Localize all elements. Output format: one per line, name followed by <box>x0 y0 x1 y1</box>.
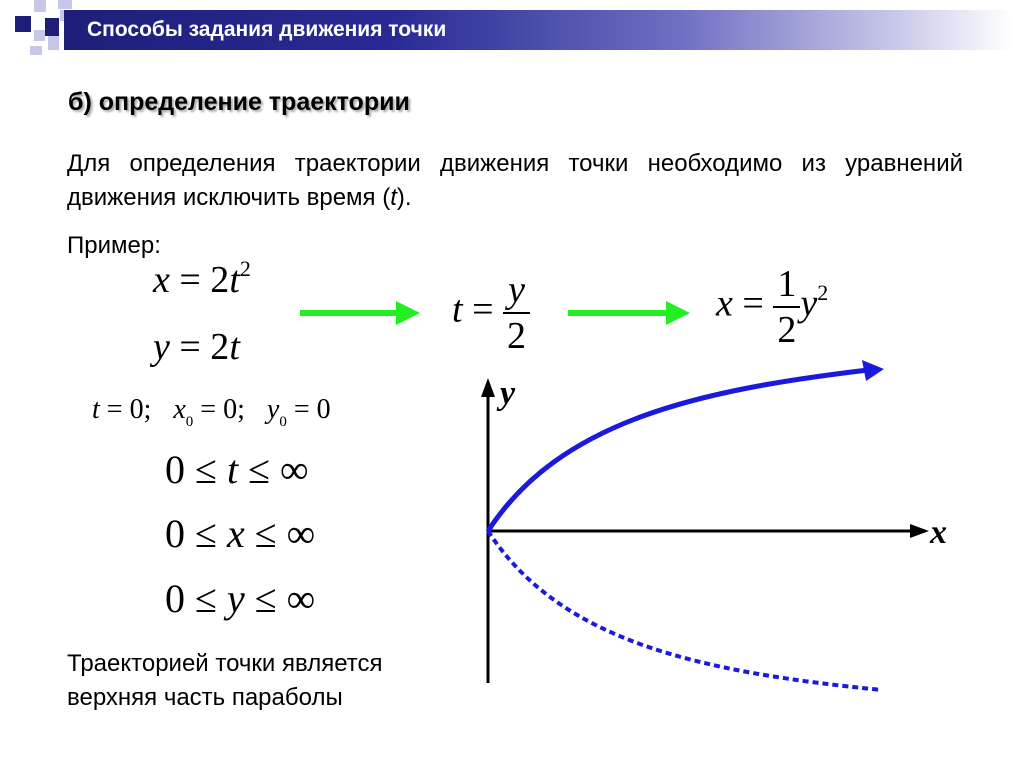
equation-y-rel: = 2 <box>169 326 230 368</box>
trajectory-upper-branch <box>488 370 868 531</box>
fraction-numerator: y <box>508 269 525 311</box>
equation-x-var: t <box>229 259 240 301</box>
initial-y-subscript: 0 <box>279 414 287 430</box>
equation-trajectory-var: y <box>800 282 818 325</box>
equation-y-lhs: y <box>153 326 170 368</box>
inequality-y-left: 0 ≤ <box>165 576 227 621</box>
example-label: Пример: <box>67 232 161 259</box>
equation-y-var: t <box>229 326 240 368</box>
inequality-t-var: t <box>226 447 239 492</box>
inequality-x-right: ≤ ∞ <box>244 511 316 556</box>
equation-trajectory-rel: = <box>732 282 774 325</box>
paragraph-variable: t <box>390 184 397 211</box>
inequality-x-var: x <box>226 511 245 556</box>
fraction-numerator: 1 <box>777 263 797 305</box>
trajectory-lower-branch <box>488 531 882 690</box>
conclusion-line: Траекторией точки является <box>67 650 383 677</box>
y-axis-label: y <box>500 375 516 412</box>
inequality-t-right: ≤ ∞ <box>238 447 309 492</box>
green-arrow-2 <box>568 301 690 325</box>
fraction-denominator: 2 <box>773 306 800 352</box>
initial-x: x <box>173 394 186 425</box>
equation-trajectory-lhs: x <box>716 282 733 325</box>
section-subtitle: б) определение траектории <box>68 88 410 116</box>
equation-x-rel: = 2 <box>169 259 230 301</box>
equation-trajectory-power: 2 <box>817 279 829 305</box>
initial-y-value: = 0 <box>286 394 331 425</box>
paragraph-text: Для определения траектории движения точки необходимо из уравнений движения исключить время ( <box>67 150 963 211</box>
equation-t-rel: = <box>462 288 503 331</box>
initial-t-value: = 0; <box>99 394 152 425</box>
conclusion-line: верхняя часть параболы <box>67 684 343 711</box>
inequality-y-var: y <box>226 576 245 621</box>
equation-t-lhs: t <box>452 288 463 331</box>
page-title: Способы задания движения точки <box>87 18 447 41</box>
x-axis <box>488 524 929 538</box>
initial-t: t <box>92 394 100 425</box>
trajectory-arrowhead <box>862 360 884 381</box>
inequality-y-right: ≤ ∞ <box>244 576 316 621</box>
initial-x-value: = 0; <box>193 394 245 425</box>
green-arrow-1 <box>300 301 420 325</box>
fraction-denominator: 2 <box>503 312 530 358</box>
equation-x-lhs: x <box>153 259 170 301</box>
inequality-x-left: 0 ≤ <box>165 511 227 556</box>
initial-y: y <box>266 394 280 425</box>
equation-x-power: 2 <box>239 256 251 281</box>
inequality-t-left: 0 ≤ <box>165 447 227 492</box>
initial-x-subscript: 0 <box>185 414 194 430</box>
paragraph-end: ). <box>396 184 412 211</box>
x-axis-label: x <box>930 514 947 551</box>
